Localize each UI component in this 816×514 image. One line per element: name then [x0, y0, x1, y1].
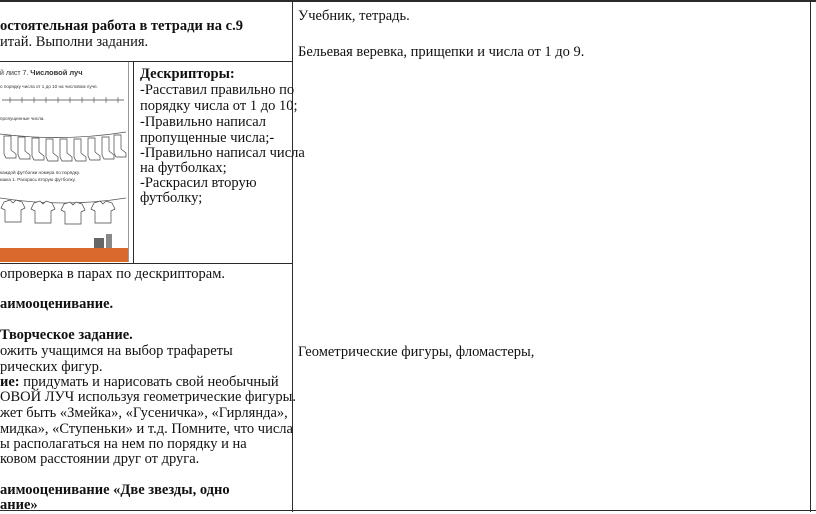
descriptors-title: Дескрипторы:	[140, 66, 235, 82]
task-body-line: мидка», «Ступеньки» и т.д. Помните, что числа	[0, 421, 293, 437]
task-body-line: ковом расстоянии друг от друга.	[0, 451, 200, 467]
final-assessment-line-2: ание»	[0, 497, 38, 513]
descriptor-line: футболку;	[140, 190, 203, 206]
descriptor-line: -Правильно написал	[140, 114, 267, 130]
grid-top-line	[0, 0, 816, 2]
task-label: ие:	[0, 374, 20, 390]
worksheet-drawing	[0, 62, 128, 262]
resources-clothesline: Бельевая веревка, прищепки и числа от 1 до 9.	[298, 44, 585, 60]
descriptor-line: порядку числа от 1 до 10;	[140, 98, 298, 114]
peer-assessment-label: аимооценивание.	[0, 296, 114, 312]
worksheet-header-title: Числовой луч	[30, 68, 83, 77]
descriptor-line: на футболках;	[140, 160, 227, 176]
worksheet-header-prefix: й лист 7.	[0, 70, 29, 77]
grid-right-edge	[810, 0, 811, 512]
task-body-line: жет быть «Змейка», «Гусеничка», «Гирлянда»,	[0, 405, 288, 421]
offer-line-2: рических фигур.	[0, 359, 103, 375]
pair-check-text: опроверка в парах по дескрипторам.	[0, 266, 226, 282]
descriptor-line: -Расставил правильно по	[140, 82, 295, 98]
task-title: остоятельная работа в тетради на с.9	[0, 18, 243, 34]
resources-textbook: Учебник, тетрадь.	[298, 8, 410, 24]
creative-task-title: Творческое задание.	[0, 327, 133, 343]
worksheet-instruction-2: пропущенные числа.	[0, 116, 45, 121]
offer-line-1: ожить учащимся на выбор трафареты	[0, 343, 233, 359]
grid-inner-vertical	[133, 62, 134, 263]
task-instruction: итай. Выполни задания.	[0, 34, 149, 50]
worksheet-footer-bar	[0, 248, 128, 262]
grid-row-line-2	[0, 263, 292, 264]
worksheet-instruction-1: о порядку числа от 1 до 10 на числовом луче.	[0, 84, 99, 89]
task-text: придумать и нарисовать свой необычный	[19, 374, 279, 390]
worksheet-instruction-3: каждой футболки номера по порядку.	[0, 170, 80, 175]
descriptor-line: -Правильно написал числа	[140, 145, 305, 161]
descriptor-line: -Раскрасил вторую	[140, 175, 257, 191]
resources-shapes: Геометрические фигуры, фломастеры,	[298, 344, 535, 360]
descriptor-line: пропущенные числа;-	[140, 130, 275, 146]
task-body-line: ы располагаться на нем по порядку и на	[0, 436, 247, 452]
worksheet-image	[0, 62, 129, 262]
grid-bottom-line	[0, 510, 816, 511]
final-assessment-line-1: аимооценивание «Две звезды, одно	[0, 482, 230, 498]
worksheet-instruction-4: ишка 1. Раскрась вторую футболку.	[0, 177, 76, 182]
task-body-line: ОВОЙ ЛУЧ используя геометрические фигуры.	[0, 389, 296, 405]
